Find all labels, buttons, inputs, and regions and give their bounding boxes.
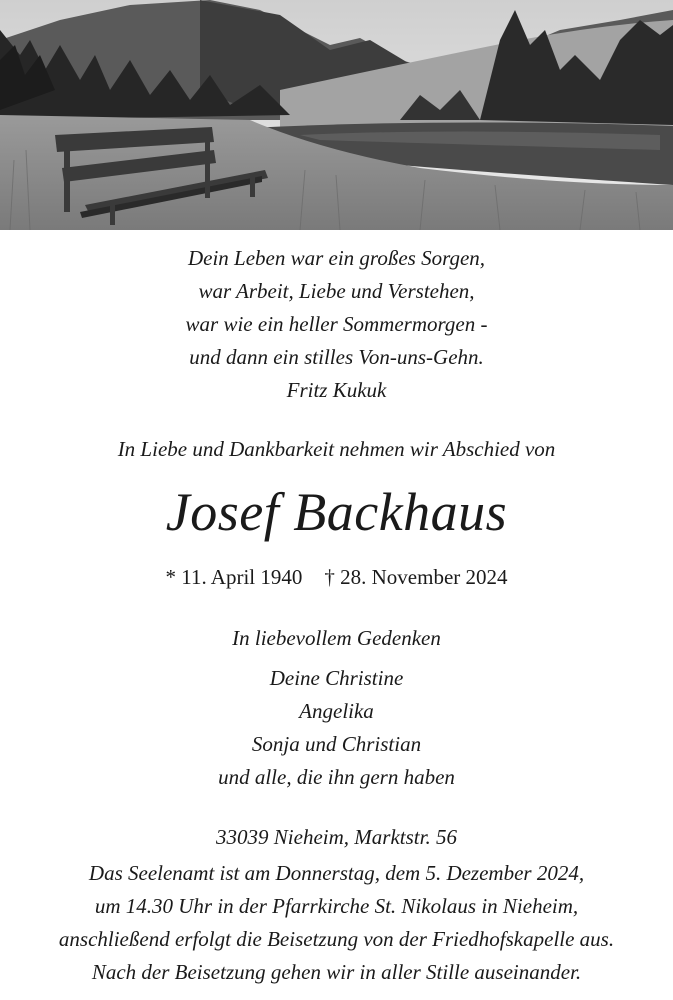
mourners-heading: In liebevollem Gedenken bbox=[232, 626, 441, 650]
obituary-text bbox=[0, 230, 673, 1000]
landscape-bench-photo bbox=[0, 0, 673, 230]
mourner-name: Angelika bbox=[299, 699, 374, 723]
service-line: um 14.30 Uhr in der Pfarrkirche St. Nikolaus in Nieheim, bbox=[94, 894, 579, 918]
poem-line: war wie ein heller Sommermorgen - bbox=[185, 312, 488, 336]
service-line: Nach der Beisetzung gehen wir in aller Stille auseinander. bbox=[91, 960, 582, 984]
mourner-name: Deine Christine bbox=[269, 666, 404, 690]
mourner-name: Sonja und Christian bbox=[251, 732, 422, 756]
address: 33039 Nieheim, Marktstr. 56 bbox=[216, 825, 457, 849]
intro-text: In Liebe und Dankbarkeit nehmen wir Abschied von bbox=[117, 437, 556, 461]
service-line: Das Seelenamt ist am Donnerstag, dem 5. Dezember 2024, bbox=[88, 861, 585, 885]
deceased-name: Josef Backhaus bbox=[165, 482, 508, 542]
poem-line: Dein Leben war ein großes Sorgen, bbox=[187, 246, 486, 270]
service-line: anschließend erfolgt die Beisetzung von der Friedhofskapelle aus. bbox=[58, 927, 615, 951]
poem-line: war Arbeit, Liebe und Verstehen, bbox=[198, 279, 475, 303]
death-date: † 28. November 2024 bbox=[324, 565, 508, 589]
life-dates bbox=[0, 567, 673, 588]
mourner-name: und alle, die ihn gern haben bbox=[218, 765, 455, 789]
poem-author: Fritz Kukuk bbox=[286, 378, 387, 402]
poem-line: und dann ein stilles Von-uns-Gehn. bbox=[189, 345, 484, 369]
birth-date: * 11. April 1940 bbox=[165, 565, 303, 589]
